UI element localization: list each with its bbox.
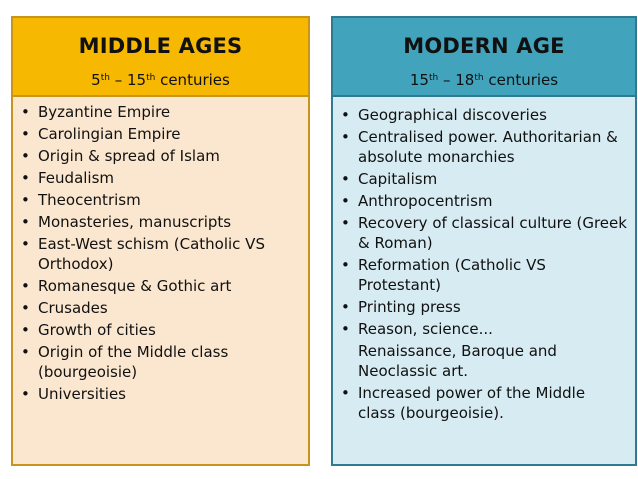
bullet-icon: •	[21, 191, 30, 209]
middle-ages-suffix: centuries	[155, 71, 230, 89]
bullet-icon: •	[341, 170, 350, 188]
middle-ages-list-panel	[11, 97, 310, 466]
list-item-text: Feudalism	[38, 169, 115, 187]
middle-ages-start-sup: th	[100, 73, 110, 83]
middle-ages-list-item	[13, 212, 308, 232]
middle-ages-end-num: 15	[126, 71, 147, 89]
middle-ages-start-num: 5	[91, 71, 101, 89]
middle-ages-list-item	[13, 190, 308, 210]
list-item-text: Increased power of the Middle class (bourgeoisie).	[358, 384, 586, 422]
bullet-icon: •	[341, 384, 350, 402]
middle-ages-list-item	[13, 124, 308, 144]
modern-age-list-item	[333, 255, 635, 295]
list-item-text: Renaissance, Baroque and Neoclassic art.	[358, 342, 557, 380]
list-item-text: Printing press	[358, 298, 461, 316]
list-item-text: Theocentrism	[38, 191, 141, 209]
middle-ages-list	[13, 102, 308, 404]
bullet-icon: •	[341, 320, 350, 338]
middle-ages-list-item	[13, 320, 308, 340]
bullet-icon: •	[341, 256, 350, 274]
modern-age-list-item	[333, 213, 635, 253]
modern-age-list-item	[333, 191, 635, 211]
middle-ages-header	[11, 16, 310, 97]
modern-age-list	[333, 102, 635, 423]
modern-age-start-sup: th	[428, 73, 439, 83]
modern-age-header	[331, 16, 637, 97]
middle-ages-list-item	[13, 298, 308, 318]
modern-age-suffix: centuries	[483, 71, 559, 89]
list-item-text: Byzantine Empire	[38, 103, 171, 121]
bullet-icon: •	[21, 235, 30, 253]
bullet-icon: •	[21, 169, 30, 187]
modern-age-column	[331, 16, 637, 466]
middle-ages-subtitle	[13, 70, 308, 90]
modern-age-list-item	[333, 105, 635, 125]
middle-ages-end-sup: th	[146, 73, 156, 83]
modern-age-list-item	[333, 341, 635, 381]
bullet-icon: •	[21, 103, 30, 121]
list-item-text: Recovery of classical culture (Greek & Roman)	[358, 214, 627, 252]
modern-age-list-item	[333, 169, 635, 189]
list-item-text: Growth of cities	[38, 321, 156, 339]
bullet-icon: •	[21, 213, 30, 231]
bullet-icon: •	[341, 214, 350, 232]
list-item-text: Capitalism	[358, 170, 438, 188]
list-item-text: Origin of the Middle class (bourgeoisie)	[38, 343, 229, 381]
modern-age-end-num: 18	[455, 71, 475, 89]
list-item-text: Reason, science...	[358, 320, 493, 338]
modern-age-list-item	[333, 383, 635, 423]
list-item-text: Origin & spread of Islam	[38, 147, 220, 165]
bullet-icon: •	[21, 125, 30, 143]
list-item-text: East-West schism (Catholic VS Orthodox)	[38, 235, 265, 273]
bullet-icon: •	[341, 106, 350, 124]
list-item-text: Geographical discoveries	[358, 106, 547, 124]
list-item-text: Universities	[38, 385, 127, 403]
list-item-text: Romanesque & Gothic art	[38, 277, 232, 295]
bullet-icon: •	[341, 192, 350, 210]
bullet-icon: •	[21, 321, 30, 339]
bullet-icon: •	[21, 299, 30, 317]
list-item-text: Reformation (Catholic VS Protestant)	[358, 256, 546, 294]
middle-ages-list-item	[13, 168, 308, 188]
list-item-text: Monasteries, manuscripts	[38, 213, 232, 231]
bullet-icon: •	[341, 298, 350, 316]
list-item-text: Crusades	[38, 299, 108, 317]
bullet-icon: •	[21, 343, 30, 361]
middle-ages-separator: –	[109, 71, 127, 89]
list-item-text: Anthropocentrism	[358, 192, 493, 210]
modern-age-start-num: 15	[409, 71, 429, 89]
modern-age-list-panel	[331, 97, 637, 466]
middle-ages-title: MIDDLE AGES	[78, 34, 243, 58]
middle-ages-list-item	[13, 276, 308, 296]
modern-age-title: MODERN AGE	[403, 34, 565, 58]
bullet-icon: •	[21, 277, 30, 295]
middle-ages-list-item	[13, 384, 308, 404]
modern-age-subtitle	[333, 70, 635, 90]
bullet-icon: •	[21, 385, 30, 403]
middle-ages-list-item	[13, 234, 308, 274]
middle-ages-list-item	[13, 146, 308, 166]
modern-age-list-item	[333, 127, 635, 167]
modern-age-list-item	[333, 319, 635, 339]
list-item-text: Carolingian Empire	[38, 125, 181, 143]
middle-ages-list-item	[13, 342, 308, 382]
list-item-text: Centralised power. Authoritarian & absolute monarchies	[358, 128, 618, 166]
modern-age-separator: –	[438, 71, 456, 89]
middle-ages-list-item	[13, 102, 308, 122]
middle-ages-column	[11, 16, 310, 466]
modern-age-end-sup: th	[474, 73, 484, 83]
modern-age-list-item	[333, 297, 635, 317]
bullet-icon: •	[21, 147, 30, 165]
bullet-icon: •	[341, 128, 350, 146]
